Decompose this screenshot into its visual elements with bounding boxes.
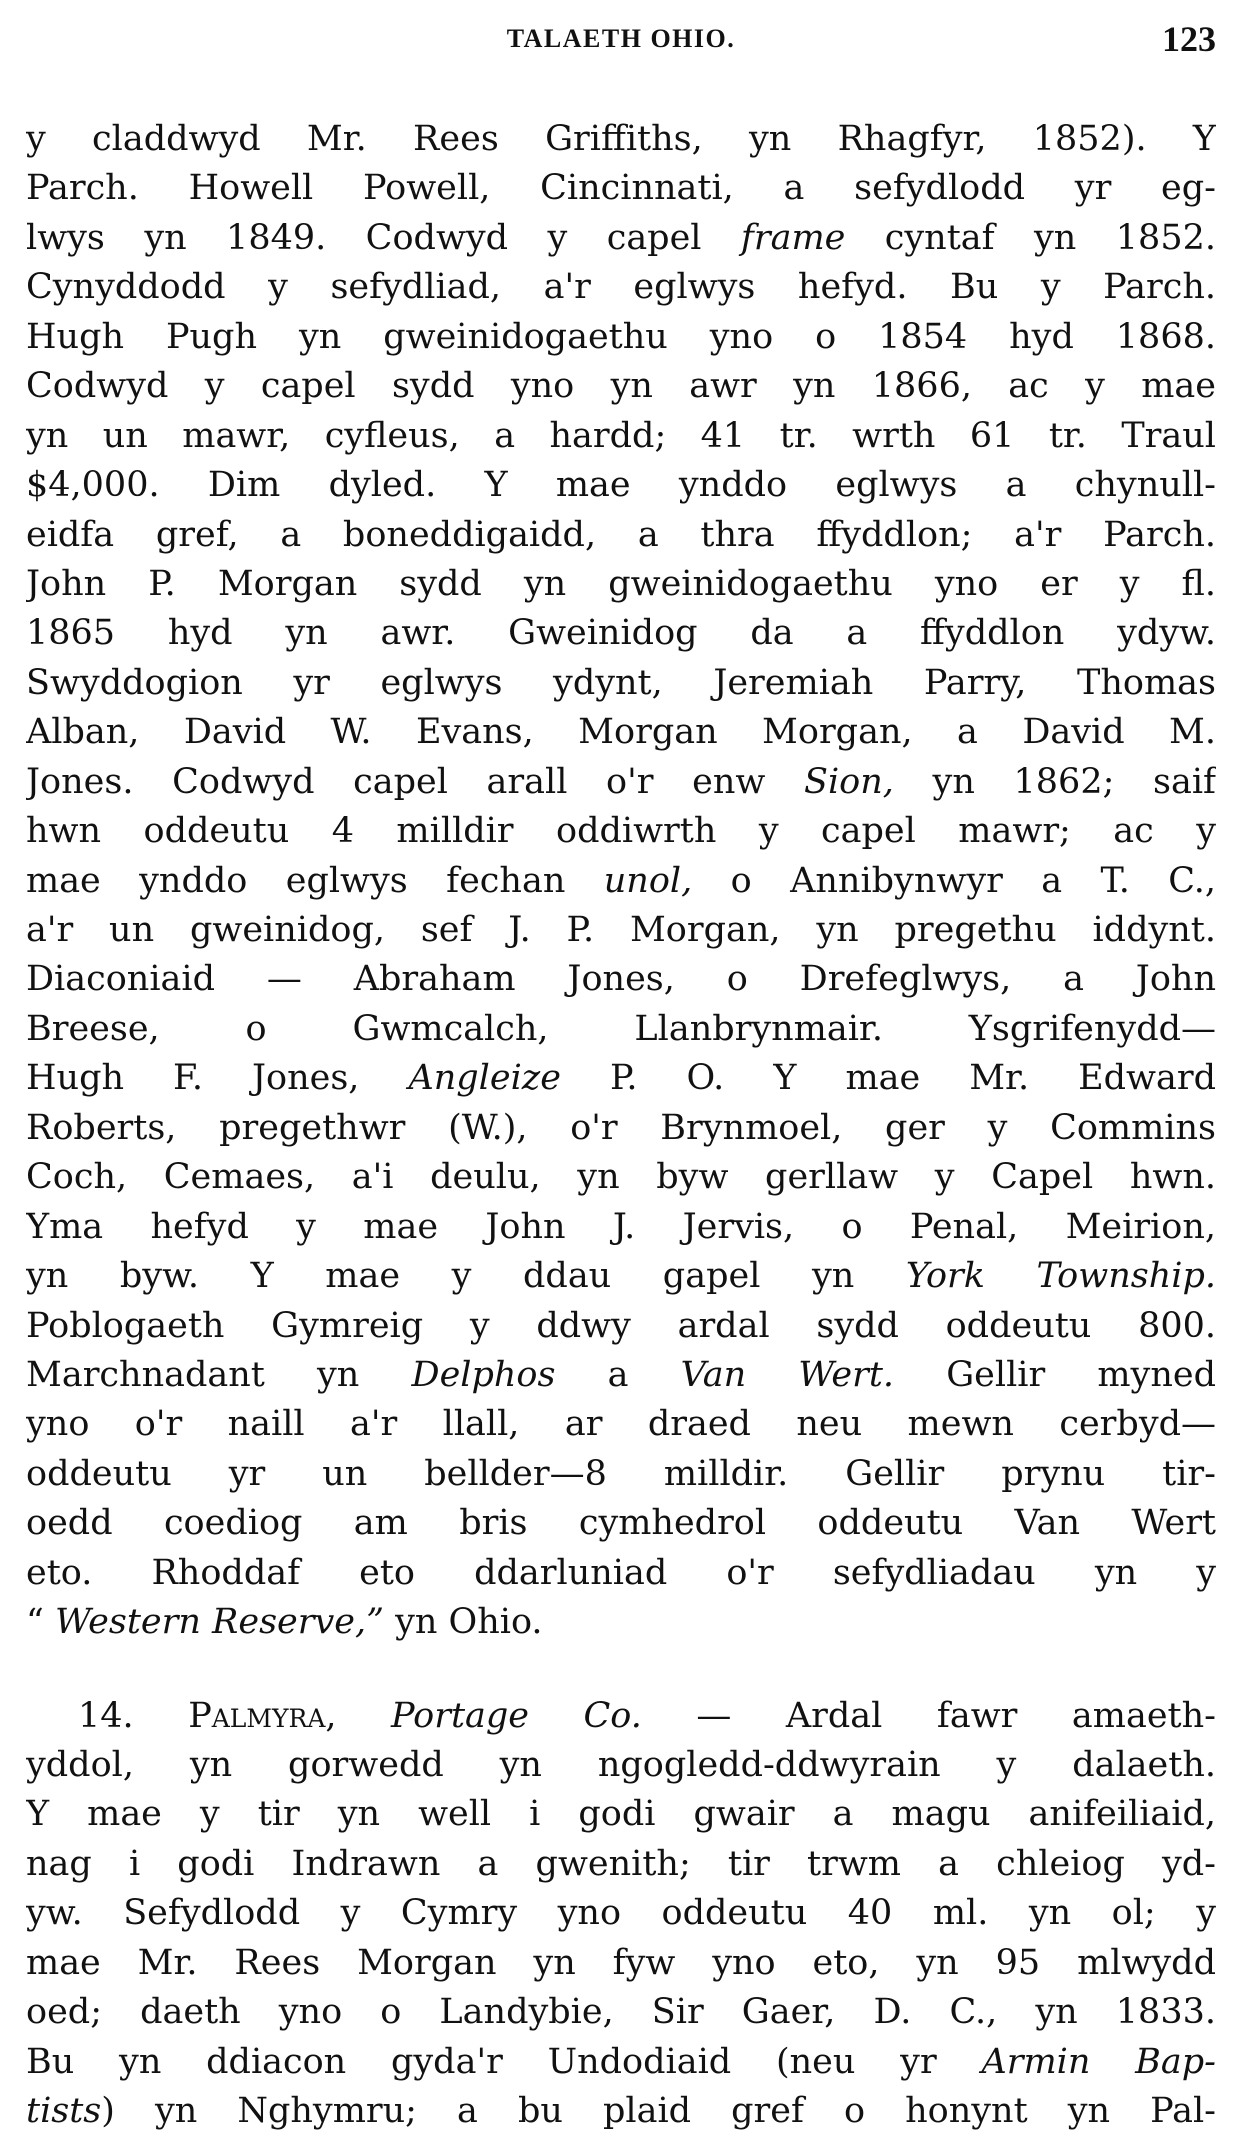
text-line: hwn oddeutu 4 milldir oddiwrth y capel mawr; ac y: [26, 811, 1216, 852]
place-name: Palmyra,: [188, 1695, 337, 1736]
text-line: oddeutu yr un bellder—8 milldir. Gellir prynu tir-: [26, 1453, 1216, 1494]
text-line: Hugh F. Jones, Angleize P. O. Y mae Mr. Edward: [26, 1058, 1216, 1099]
text-line: yn un mawr, cyfleus, a hardd; 41 tr. wrth 61 tr. Traul: [26, 415, 1216, 456]
text-line: Y mae y tir yn well i godi gwair a magu anifeiliaid,: [26, 1794, 1216, 1835]
text-line: Coch, Cemaes, a'i deulu, yn byw gerllaw y Capel hwn.: [26, 1157, 1216, 1198]
text-line: Roberts, pregethwr (W.), o'r Brynmoel, ger y Commins: [26, 1107, 1216, 1148]
running-head: [26, 18, 1216, 64]
text-line: eidfa gref, a boneddigaidd, a thra ffyddlon; a'r Parch.: [26, 514, 1216, 555]
text-line: y claddwyd Mr. Rees Griffiths, yn Rhagfyr, 1852). Y: [26, 119, 1216, 159]
text-line: lwys yn 1849. Codwyd y capel frame cyntaf yn 1852.: [26, 217, 1216, 258]
body-text: [26, 115, 1216, 2137]
text-line: oed; daeth yno o Landybie, Sir Gaer, D. C., yn 1833.: [26, 1992, 1216, 2033]
italic-word: Western Reserve,”: [55, 1602, 384, 1643]
italic-word: Armin Bap-: [981, 2041, 1216, 2082]
text-line: a'r un gweinidog, sef J. P. Morgan, yn pregethu iddynt.: [26, 910, 1216, 950]
text-line: Jones. Codwyd capel arall o'r enw Sion, yn 1862; saif: [26, 761, 1216, 802]
text-line: Hugh Pugh yn gweinidogaethu yno o 1854 hyd 1868.: [26, 316, 1216, 357]
running-title: TALAETH OHIO.: [506, 24, 736, 53]
italic-word: Angleize: [408, 1058, 561, 1099]
text-line: mae Mr. Rees Morgan yn fyw yno eto, yn 95 mlwydd: [26, 1942, 1216, 1983]
text-line: yddol, yn gorwedd yn ngogledd-ddwyrain y dalaeth.: [26, 1745, 1216, 1785]
text-line: Alban, David W. Evans, Morgan Morgan, a David M.: [26, 712, 1216, 753]
text-line: yw. Sefydlodd y Cymry yno oddeutu 40 ml. yn ol; y: [26, 1893, 1216, 1934]
text-line: yno o'r naill a'r llall, ar draed neu mewn cerbyd—: [26, 1404, 1216, 1445]
text-line: oedd coediog am bris cymhedrol oddeutu Van Wert: [26, 1503, 1216, 1544]
text-line: 1865 hyd yn awr. Gweinidog da a ffyddlon ydyw.: [26, 613, 1216, 654]
text-line: eto. Rhoddaf eto ddarluniad o'r sefydliadau yn y: [26, 1552, 1216, 1593]
text-line: Yma hefyd y mae John J. Jervis, o Penal, Meirion,: [26, 1206, 1216, 1247]
text-line: “ Western Reserve,” yn Ohio.: [26, 1602, 543, 1643]
text-line: Marchnadant yn Delphos a Van Wert. Gellir myned: [26, 1354, 1216, 1395]
page-number: 123: [1162, 19, 1216, 59]
italic-word: Sion,: [803, 761, 894, 802]
text-line: Diaconiaid — Abraham Jones, o Drefeglwys, a John: [26, 959, 1216, 1000]
text-line: 14. Palmyra, Portage Co. — Ardal fawr amaeth-: [78, 1695, 1216, 1736]
italic-word: York Township.: [905, 1256, 1216, 1297]
text-line: Codwyd y capel sydd yno yn awr yn 1866, ac y mae: [26, 366, 1216, 407]
italic-word: tists: [26, 2091, 102, 2132]
text-line: Bu yn ddiacon gyda'r Undodiaid (neu yr Armin Bap-: [26, 2041, 1216, 2082]
text-line: Breese, o Gwmcalch, Llanbrynmair. Ysgrifenydd—: [26, 1008, 1216, 1049]
text-line: Poblogaeth Gymreig y ddwy ardal sydd oddeutu 800.: [26, 1305, 1216, 1346]
text-line: yn byw. Y mae y ddau gapel yn York Township.: [26, 1256, 1216, 1297]
italic-word: unol,: [603, 860, 693, 901]
text-line: tists) yn Nghymru; a bu plaid gref o honynt yn Pal-: [26, 2091, 1216, 2132]
text-line: $4,000. Dim dyled. Y mae ynddo eglwys a chynull-: [26, 465, 1216, 506]
text-line: nag i godi Indrawn a gwenith; tir trwm a chleiog yd-: [26, 1843, 1216, 1884]
text-line: Swyddogion yr eglwys ydynt, Jeremiah Parry, Thomas: [26, 662, 1216, 703]
italic-word: frame: [740, 217, 846, 258]
italic-word: Delphos: [411, 1354, 556, 1395]
text-line: John P. Morgan sydd yn gweinidogaethu yno er y fl.: [26, 563, 1216, 604]
italic-word: Portage Co.: [391, 1695, 642, 1736]
text-line: Cynyddodd y sefydliad, a'r eglwys hefyd. Bu y Parch.: [26, 267, 1216, 308]
text-line: mae ynddo eglwys fechan unol, o Annibynwyr a T. C.,: [26, 860, 1216, 901]
text-line: Parch. Howell Powell, Cincinnati, a sefydlodd yr eg-: [26, 168, 1216, 209]
italic-word: Van Wert.: [680, 1354, 895, 1395]
